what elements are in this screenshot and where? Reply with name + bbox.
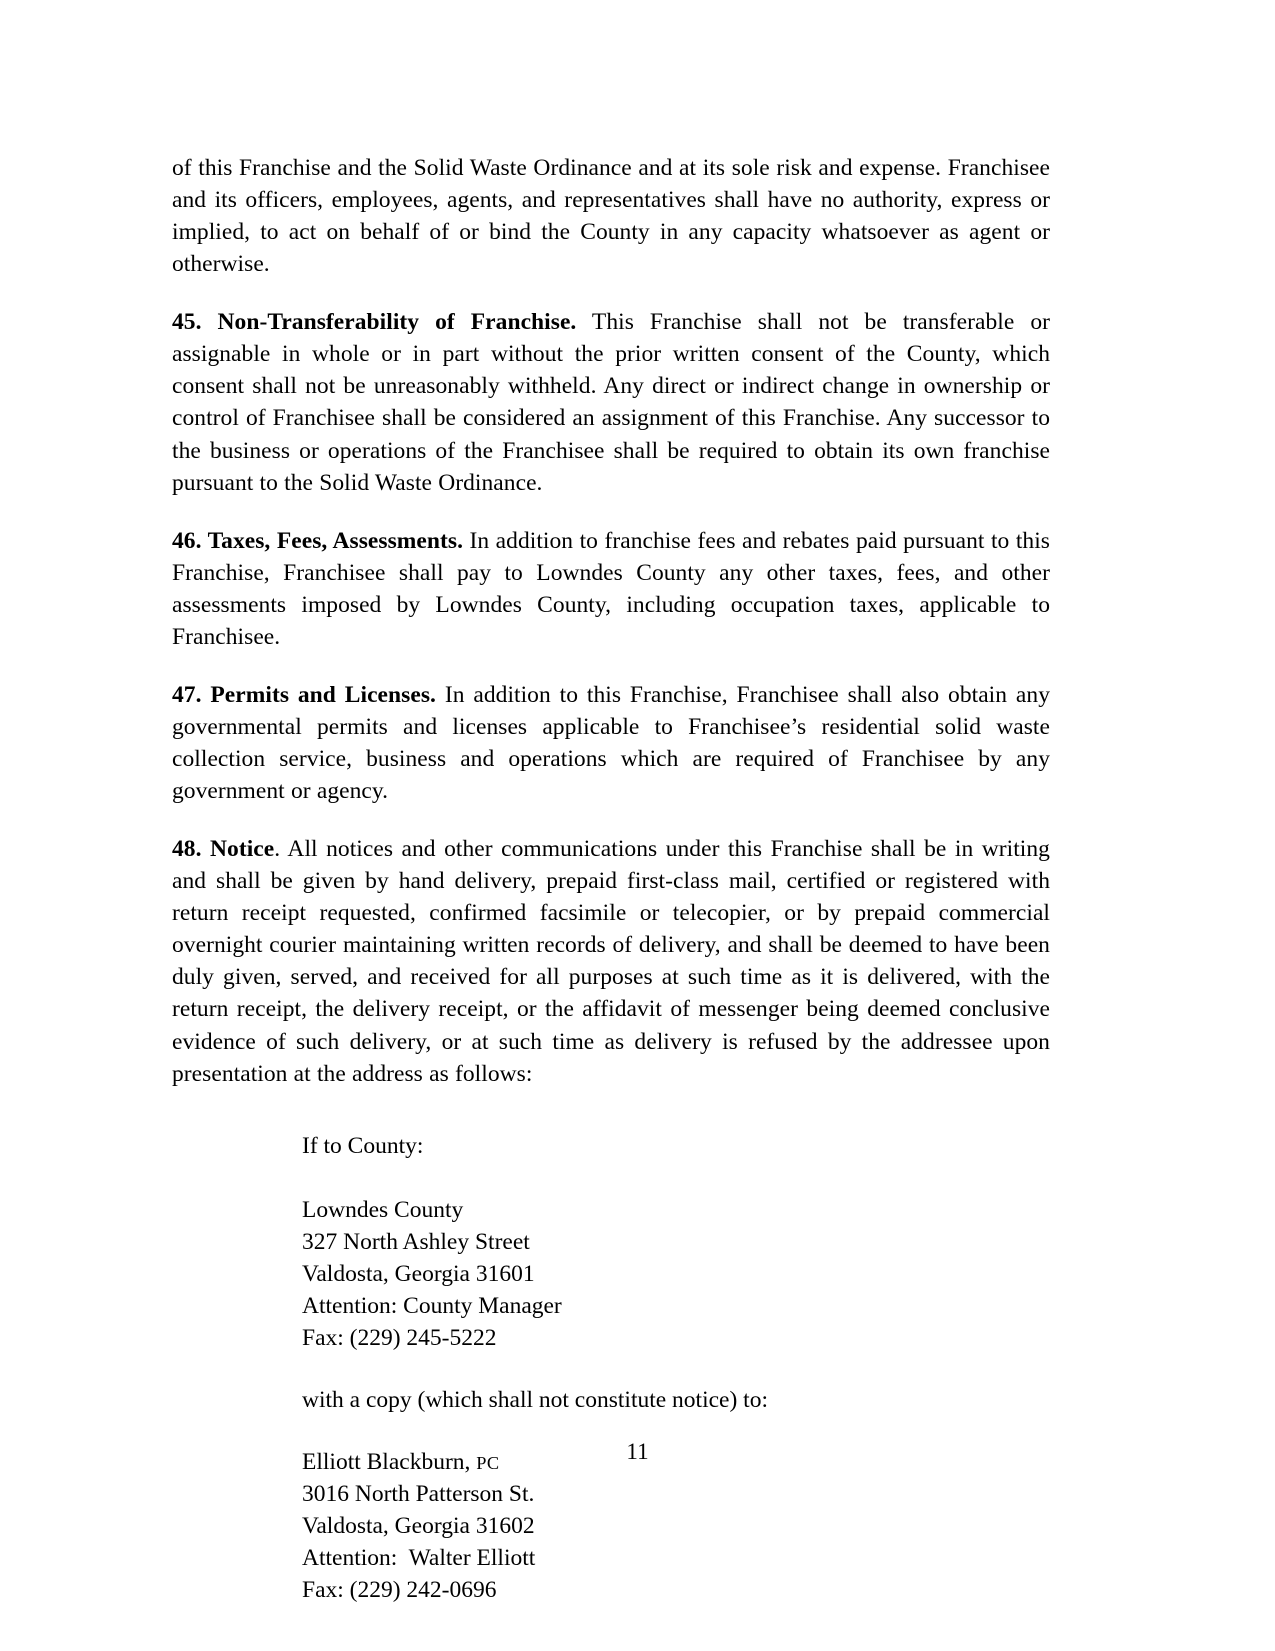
- firm-suffix: PC: [476, 1453, 500, 1474]
- paragraph-section-47: [172, 679, 1050, 807]
- address-line: Attention: Walter Elliott: [302, 1545, 536, 1572]
- copy-address: [302, 1446, 1050, 1606]
- address-line: Valdosta, Georgia 31602: [302, 1513, 535, 1540]
- address-line: Valdosta, Georgia 31601: [302, 1260, 535, 1287]
- address-line: Fax: (229) 245-5222: [302, 1324, 497, 1351]
- address-line: Fax: (229) 242-0696: [302, 1577, 497, 1604]
- if-to-county-label: If to County:: [302, 1132, 424, 1159]
- page-number: 11: [626, 1439, 649, 1464]
- document-body: [172, 152, 1050, 1606]
- county-address: [302, 1194, 1050, 1354]
- paragraph-section-45: [172, 306, 1050, 498]
- paragraph-text: . All notices and other communications under this Franchise shall be in writing and shall be given by hand delivery, prepaid first-class mail, certified or registered with return receipt requested, confirmed facsimile or telecopier, or by prepaid commercial overnight courier maintaining written records of delivery, and shall be deemed to have been duly given, served, and received for all purposes at such time as it is delivered, with the return receipt, the delivery receipt, or the affidavit of messenger being deemed conclusive evidence of such delivery, or at such time as delivery is refused by the addressee upon presentation at the address as follows:: [172, 836, 1050, 1087]
- firm-name: Elliott Blackburn,: [302, 1449, 477, 1476]
- paragraph-text: In addition to franchise fees and rebates paid pursuant to this Franchise, Franchisee shall pay to Lowndes County any other taxes, fees, and other assessments imposed by Lowndes County, including occupation taxes, applicable to Franchisee.: [172, 527, 1050, 650]
- paragraph-continuation: [172, 152, 1050, 280]
- address-line: Attention: County Manager: [302, 1292, 562, 1319]
- spacer: [302, 1354, 1050, 1384]
- notice-address-block: [302, 1130, 1050, 1607]
- section-heading-48: 48. Notice: [172, 836, 275, 863]
- with-a-copy-label: with a copy (which shall not constitute notice) to:: [302, 1387, 768, 1413]
- address-line: Lowndes County: [302, 1196, 464, 1223]
- section-heading-46: 46. Taxes, Fees, Assessments.: [172, 527, 464, 554]
- address-line: 3016 North Patterson St.: [302, 1481, 535, 1508]
- paragraph-section-48: [172, 833, 1050, 1090]
- paragraph-text: This Franchise shall not be transferable or assignable in whole or in part without the prior written consent of the County, which consent shall not be unreasonably withheld. Any direct or indirect change in ownership or control of Franchisee shall be considered an assignment of this Franchise. Any successor to the business or operations of the Franchisee shall be required to obtain its own franchise pursuant to the Solid Waste Ordinance.: [172, 309, 1050, 496]
- paragraph-section-46: [172, 525, 1050, 653]
- section-heading-45: 45. Non-Transferability of Franchise.: [172, 309, 577, 336]
- paragraph-text: of this Franchise and the Solid Waste Ordinance and at its sole risk and expense. Franchisee and its officers, employees, agents, and representatives shall have no authority, express or implied, to act on behalf of or bind the County in any capacity whatsoever as agent or otherwise.: [172, 155, 1050, 278]
- paragraph-text: In addition to this Franchise, Franchisee shall also obtain any governmental permits and licenses applicable to Franchisee’s residential solid waste collection service, business and operations which are required of Franchisee by any government or agency.: [172, 681, 1051, 805]
- section-heading-47: 47. Permits and Licenses.: [172, 681, 436, 708]
- spacer: [302, 1162, 1050, 1194]
- address-line: 327 North Ashley Street: [302, 1228, 530, 1255]
